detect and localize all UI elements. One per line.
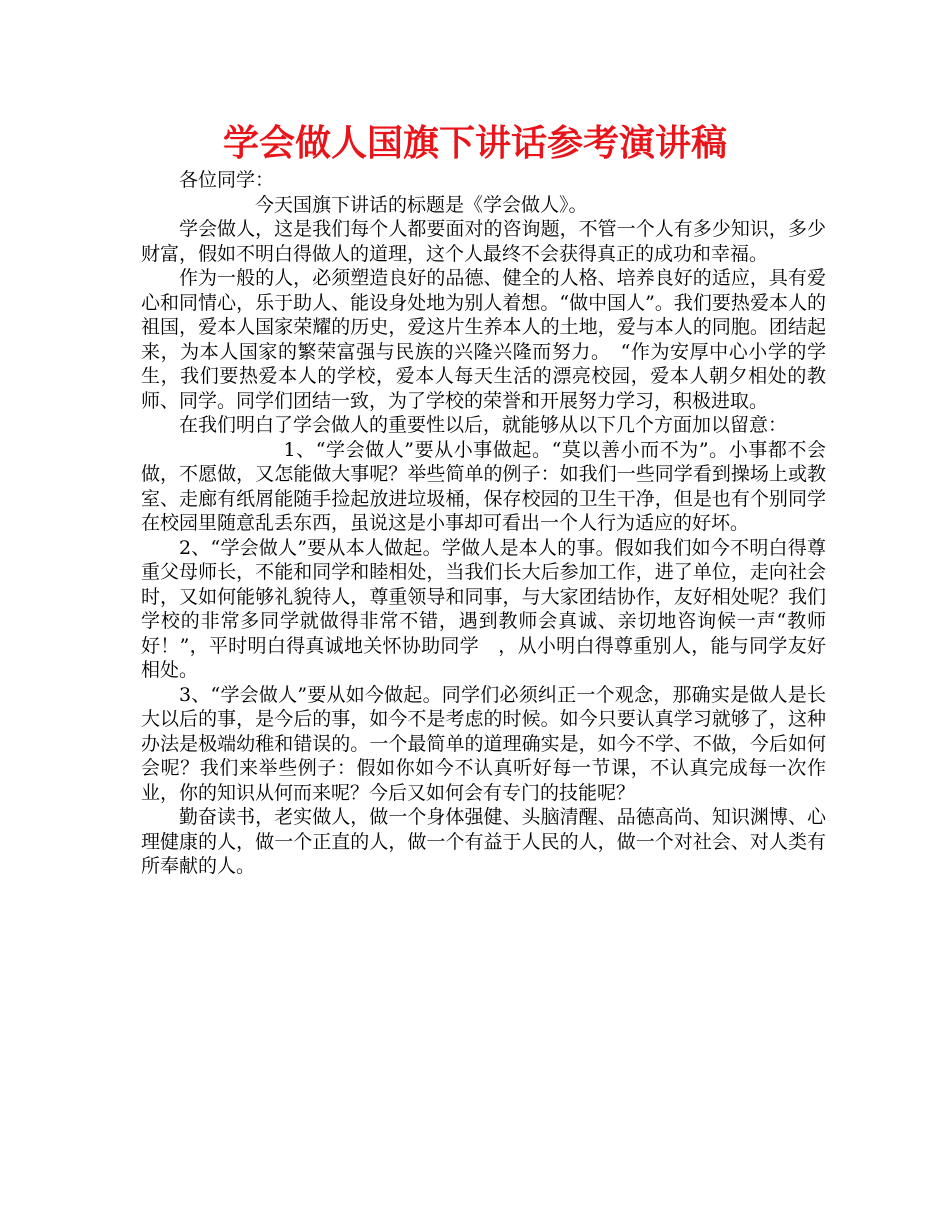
- point-2-paragraph: 2、“学会做人”要从本人做起。学做人是本人的事。假如我们如今不明白得尊重父母师长，不能和同学和睦相处，当我们长大后参加工作，进了单位，走向社会时，又如何能够礼貌待人，尊重领导和同事，与大家团结协作，友好相处呢？我们学校的非常多同学就做得非常不错，遇到教师会真诚、亲切地咨询候一声“教师好！”，平时明白得真诚地关怀协助同学 ，从小明白得尊重别人，能与同学友好相处。: [141, 536, 826, 681]
- document-body: [141, 168, 826, 879]
- closing-paragraph: 勤奋读书，老实做人，做一个身体强健、头脑清醒、品德高尚、知识渊博、心理健康的人，做一个正直的人，做一个有益于人民的人，做一个对社会、对人类有所奉献的人。: [141, 806, 826, 877]
- body-paragraph-2: 作为一般的人，必须塑造良好的品德、健全的人格、培养良好的适应，具有爱心和同情心，乐于助人、能设身处地为别人着想。“做中国人”。我们要热爱本人的祖国，爱本人国家荣耀的历史，爱这片生养本人的土地，爱与本人的同胞。团结起来，为本人国家的繁荣富强与民族的兴隆兴隆而努力。 “作为安厚中心小学的学生，我们要热爱本人的学校，爱本人每天生活的漂亮校园，爱本人朝夕相处的教师、同学。同学们团结一致，为了学校的荣誉和开展努力学习，积极进取。: [141, 267, 826, 412]
- point-1-paragraph: 1、“学会做人”要从小事做起。“莫以善小而不为”。小事都不会做，不愿做，又怎能做大事呢？举些简单的例子：如我们一些同学看到操场上或教室、走廊有纸屑能随手捡起放进垃圾桶，保存校园的卫生干净，但是也有个别同学在校园里随意乱丢东西，虽说这是小事却可看出一个人行为适应的好坏。: [141, 438, 826, 534]
- document-title: 学会做人国旗下讲话参考演讲稿: [222, 123, 727, 164]
- body-paragraph-3: 在我们明白了学会做人的重要性以后，就能够从以下几个方面加以留意：: [179, 414, 788, 436]
- point-3-paragraph: 3、“学会做人”要从如今做起。同学们必须纠正一个观念，那确实是做人是长大以后的事，是今后的事，如今不是考虑的时候。如今只要认真学习就够了，这种办法是极端幼稚和错误的。一个最简单的道理确实是，如今不学、不做，今后如何会呢？我们来举些例子：假如你如今不认真听好每一节课，不认真完成每一次作业，你的知识从何而来呢？今后又如何会有专门的技能呢？: [141, 683, 826, 804]
- intro-paragraph: 今天国旗下讲话的标题是《学会做人》。: [255, 193, 588, 216]
- salutation: 各位同学：: [179, 169, 275, 191]
- body-paragraph-1: 学会做人，这是我们每个人都要面对的咨询题，不管一个人有多少知识，多少财富，假如不明白得做人的道理，这个人最终不会获得真正的成功和幸福。: [141, 218, 826, 265]
